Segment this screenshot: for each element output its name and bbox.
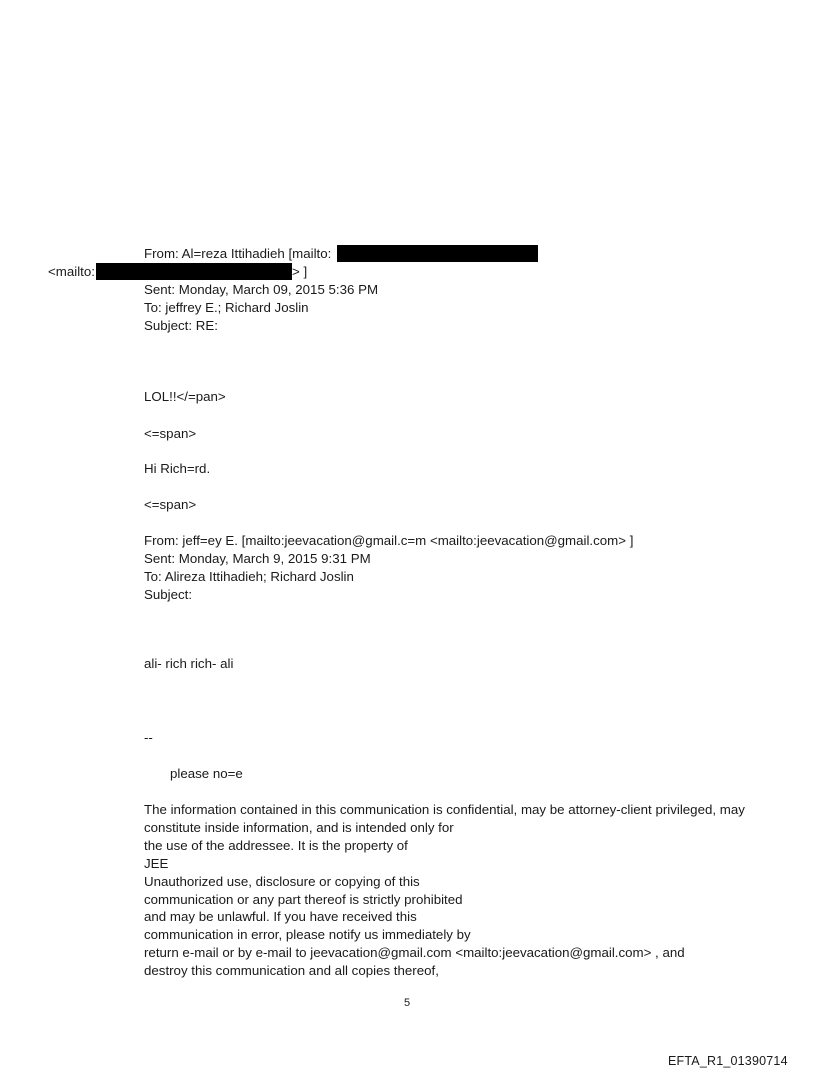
disclaimer-line: The information contained in this communication is confidential, may be attorney-client privileged, may — [144, 802, 745, 817]
disclaimer-line: communication or any part thereof is strictly prohibited — [144, 892, 463, 907]
to-line-1: To: jeffrey E.; Richard Joslin — [144, 300, 309, 315]
please-note-line: please no=e — [170, 766, 243, 781]
disclaimer-line: return e-mail or by e-mail to jeevacation@gmail.com <mailto:jeevacation@gmail.com> , and — [144, 945, 685, 960]
bates-stamp: EFTA_R1_01390714 — [668, 1054, 788, 1068]
disclaimer-line: and may be unlawful. If you have received this — [144, 909, 417, 924]
from-line-1: From: Al=reza Ittihadieh [mailto: — [144, 246, 332, 261]
to-line-2: To: Alireza Ittihadieh; Richard Joslin — [144, 569, 354, 584]
disclaimer-line: communication in error, please notify us immediately by — [144, 927, 471, 942]
disclaimer-line: Unauthorized use, disclosure or copying of this — [144, 874, 420, 889]
mailto-prefix: <mailto: — [48, 264, 95, 279]
disclaimer-line: JEE — [144, 856, 169, 871]
body-line: LOL!!</=pan> — [144, 389, 226, 404]
body-line: <=span> — [144, 497, 197, 512]
page-number: 5 — [404, 997, 411, 1009]
disclaimer-line: constitute inside information, and is intended only for — [144, 820, 454, 835]
subject-line-2: Subject: — [144, 587, 193, 602]
body-text: ali- rich rich- ali — [144, 656, 234, 671]
body-line: <=span> — [144, 426, 197, 441]
from-line-2: From: jeff=ey E. [mailto:jeevacation@gmail.c=m <mailto:jeevacation@gmail.com> ] — [144, 533, 634, 548]
redaction-box — [337, 245, 538, 262]
disclaimer-line: destroy this communication and all copies thereof, — [144, 963, 439, 978]
mailto-suffix: > ] — [292, 264, 308, 279]
signature-separator: -- — [144, 730, 153, 745]
sent-line-2: Sent: Monday, March 9, 2015 9:31 PM — [144, 551, 371, 566]
sent-line-1: Sent: Monday, March 09, 2015 5:36 PM — [144, 282, 379, 297]
subject-line-1: Subject: RE: — [144, 318, 218, 333]
redaction-box — [96, 263, 292, 280]
disclaimer-line: the use of the addressee. It is the property of — [144, 838, 408, 853]
body-line: Hi Rich=rd. — [144, 461, 211, 476]
